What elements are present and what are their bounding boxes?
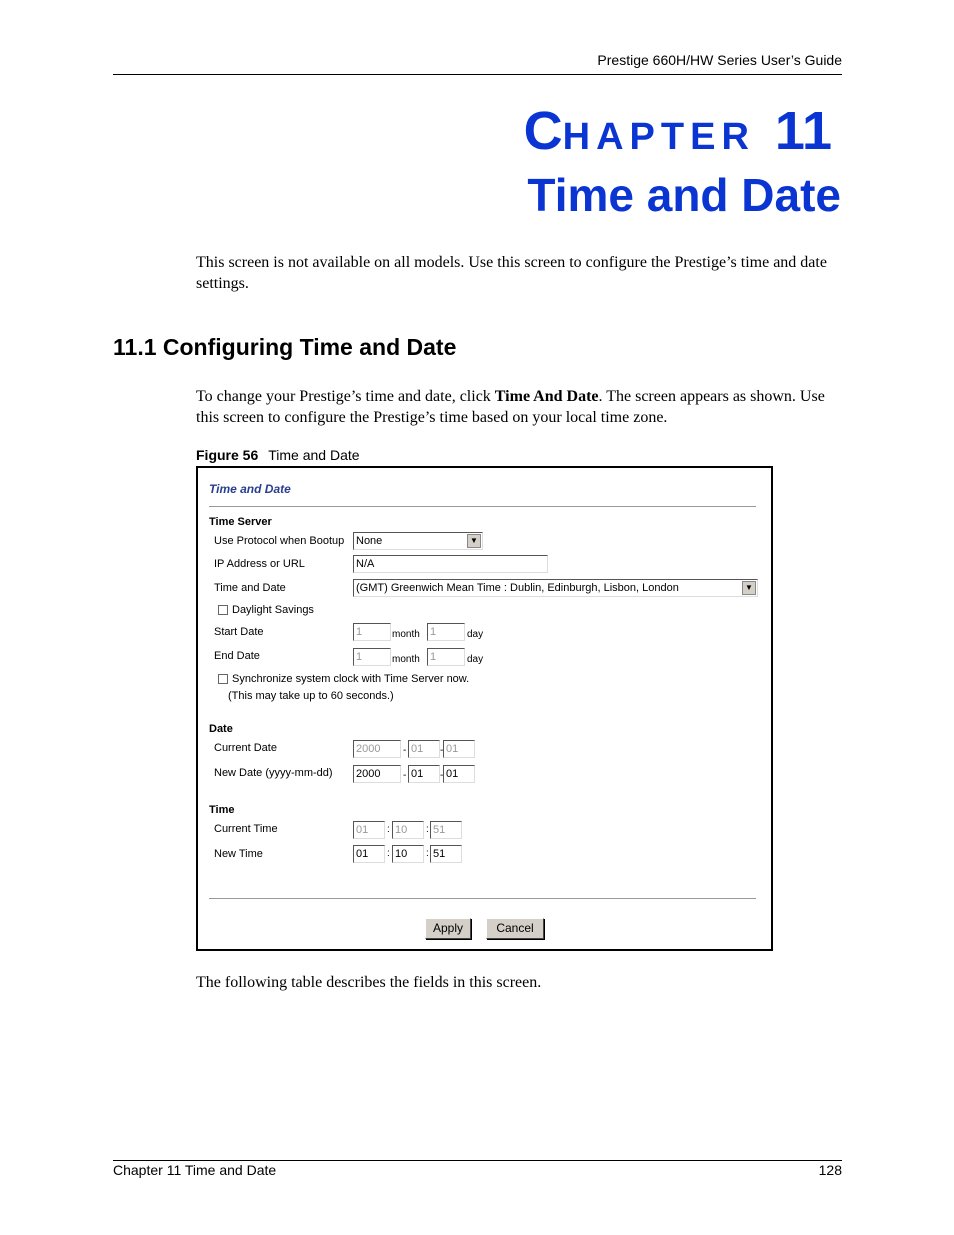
current-time-label: Current Time [214,823,278,835]
current-hour-input[interactable]: 01 [353,821,385,839]
time-heading: Time [209,804,235,816]
chapter-number: 11 [774,101,832,161]
form-bottom-rule [209,898,756,899]
intro-paragraph: This screen is not available on all models. Use this screen to configure the Prestige’s time and date settings. [196,254,827,292]
end-month-word: month [392,654,420,665]
chapter-label-initial: C [523,101,563,161]
chapter-label [524,100,832,162]
time-separator: : [426,848,429,859]
time-server-heading: Time Server [209,516,272,528]
chapter-label-rest: HAPTER [562,116,755,158]
end-day-word: day [467,654,484,665]
section-text-2: . The screen appears as shown. Use this screen to configure the Prestige’s time based on your local time zone. [196,388,825,426]
new-date-label: New Date (yyyy-mm-dd) [214,767,333,779]
protocol-select[interactable] [353,532,483,550]
form-title: Time and Date [209,482,291,496]
chapter-title: Time and Date [527,169,841,221]
protocol-label: Use Protocol when Bootup [214,535,345,547]
current-year-input[interactable]: 2000 [353,740,401,758]
current-month-input[interactable]: 01 [408,740,440,758]
date-separator: - [403,745,407,756]
chevron-down-icon: ▼ [467,534,481,548]
date-separator: - [403,770,407,781]
after-figure-paragraph: The following table describes the fields in this screen. [196,974,542,991]
sync-checkbox[interactable] [218,674,228,684]
timezone-select[interactable] [353,579,758,597]
start-month-input[interactable]: 1 [353,623,391,641]
guide-title: Prestige 660H/HW Series User’s Guide [597,52,842,68]
ip-label: IP Address or URL [214,558,305,570]
end-date-label: End Date [214,650,260,662]
new-day-input[interactable]: 01 [443,765,475,783]
apply-button[interactable]: Apply [425,918,471,939]
time-separator: : [387,824,390,835]
form-top-rule [209,506,756,507]
cancel-button[interactable]: Cancel [486,918,544,939]
new-second-input[interactable]: 51 [430,845,462,863]
date-heading: Date [209,723,233,735]
start-day-word: day [467,629,484,640]
start-date-label: Start Date [214,626,264,638]
daylight-savings-checkbox[interactable] [218,605,228,615]
daylight-savings-label: Daylight Savings [232,604,314,616]
end-day-input[interactable]: 1 [427,648,465,666]
section-heading: 11.1 Configuring Time and Date [113,334,457,360]
new-year-input[interactable]: 2000 [353,765,401,783]
section-text-1: To change your Prestige’s time and date, click [196,388,495,405]
header-rule [113,74,842,75]
time-date-screenshot [196,466,773,951]
current-second-input[interactable]: 51 [430,821,462,839]
figure-caption-text: Time and Date [268,447,360,463]
chevron-down-icon: ▼ [742,581,756,595]
page-number: 128 [818,1162,842,1178]
time-separator: : [387,848,390,859]
current-day-input[interactable]: 01 [443,740,475,758]
end-month-input[interactable]: 1 [353,648,391,666]
new-hour-input[interactable]: 01 [353,845,385,863]
ip-address-input[interactable]: N/A [353,555,548,573]
new-minute-input[interactable]: 10 [392,845,424,863]
figure-caption [196,447,360,463]
timezone-value: (GMT) Greenwich Mean Time : Dublin, Edinburgh, Lisbon, London [356,582,679,594]
new-month-input[interactable]: 01 [408,765,440,783]
sync-note: (This may take up to 60 seconds.) [228,690,394,702]
time-separator: : [426,824,429,835]
current-minute-input[interactable]: 10 [392,821,424,839]
current-date-label: Current Date [214,742,277,754]
new-time-label: New Time [214,848,263,860]
protocol-value: None [356,535,383,547]
start-day-input[interactable]: 1 [427,623,465,641]
start-month-word: month [392,629,420,640]
section-paragraph [196,386,846,428]
sync-label: Synchronize system clock with Time Server now. [232,673,470,685]
timezone-label: Time and Date [214,582,286,594]
date-separator: - [440,745,444,756]
date-separator: - [440,770,444,781]
footer-rule [113,1160,842,1161]
section-bold: Time And Date [494,388,599,405]
figure-label: Figure 56 [196,447,259,463]
footer-chapter: Chapter 11 Time and Date [113,1162,277,1178]
